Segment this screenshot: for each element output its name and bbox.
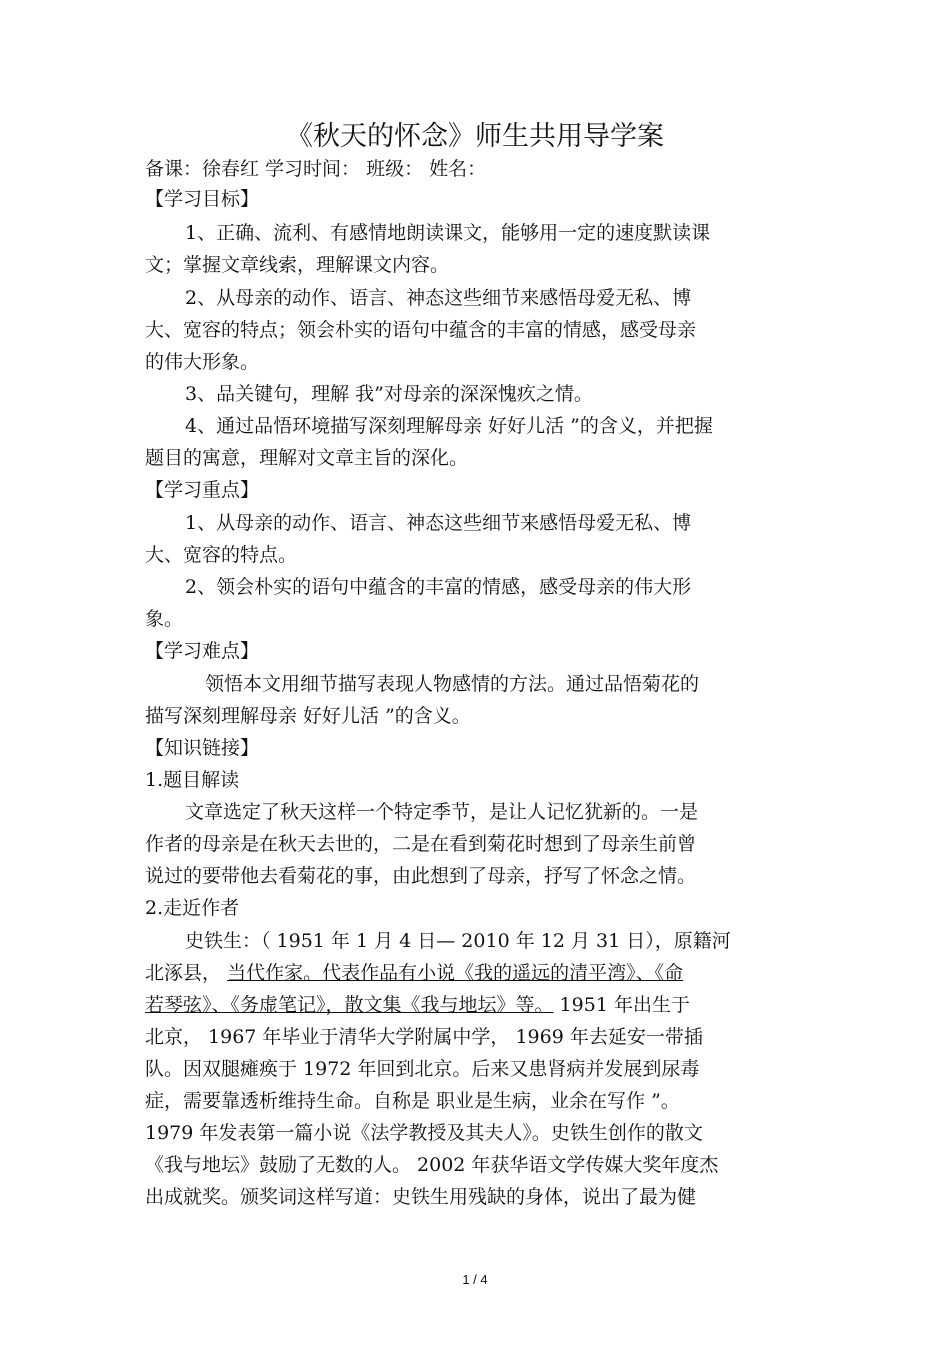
header-info-line: 备课：徐春红 学习时间： 班级： 姓名： bbox=[145, 158, 487, 180]
sub2-heading: 2.走近作者 bbox=[145, 897, 240, 919]
sub2-line-7: 1979 年发表第一篇小说《法学教授及其夫人》。史铁生创作的散文 bbox=[145, 1122, 703, 1144]
difficulty-line-1: 领悟本文用细节描写表现人物感情的方法。通过品悟菊花的 bbox=[205, 673, 700, 695]
keypoints-heading: 【学习重点】 bbox=[145, 479, 260, 501]
sub2-line-3-b: 1951 年出生于 bbox=[553, 994, 690, 1016]
keypoint-2-line-2: 象。 bbox=[145, 608, 184, 630]
objective-2-line-1: 2、从母亲的动作、语言、神态这些细节来感悟母爱无私、博 bbox=[185, 287, 692, 309]
sub2-line-8: 《我与地坛》鼓励了无数的人。 2002 年获华语文学传媒大奖年度杰 bbox=[145, 1154, 719, 1176]
sub2-line-3 bbox=[145, 993, 690, 1017]
sub2-line-4: 北京， 1967 年毕业于清华大学附属中学， 1969 年去延安一带插 bbox=[145, 1026, 703, 1048]
knowledge-heading: 【知识链接】 bbox=[145, 737, 260, 759]
objective-1-line-2: 文；掌握文章线索，理解课文内容。 bbox=[145, 254, 450, 276]
sub2-line-2-a: 北涿县， bbox=[145, 962, 222, 984]
sub2-line-3-a-underlined: 若琴弦》、《务虚笔记》，散文集《我与地坛》等。 bbox=[145, 994, 554, 1016]
sub2-line-1: 史铁生：（ 1951 年 1 月 4 日— 2010 年 12 月 31 日），原籍河 bbox=[185, 930, 731, 952]
sub2-line-2-b-underlined: 当代作家。代表作品有小说《我的遥远的清平湾》、《命 bbox=[227, 962, 684, 984]
sub1-line-3: 说过的要带他去看菊花的事，由此想到了母亲，抒写了怀念之情。 bbox=[145, 865, 697, 887]
keypoint-1-line-2: 大、宽容的特点。 bbox=[145, 544, 298, 566]
objective-4-line-1: 4、通过品悟环境描写深刻理解母亲 好好儿活 ”的含义，并把握 bbox=[185, 415, 713, 437]
objective-2-line-3: 的伟大形象。 bbox=[145, 351, 260, 373]
document-title: 《秋天的怀念》师生共用导学案 bbox=[286, 121, 664, 152]
objective-4-line-2: 题目的寓意，理解对文章主旨的深化。 bbox=[145, 447, 469, 469]
keypoint-1-line-1: 1、从母亲的动作、语言、神态这些细节来感悟母爱无私、博 bbox=[185, 512, 692, 534]
sub1-line-2: 作者的母亲是在秋天去世的，二是在看到菊花时想到了母亲生前曾 bbox=[145, 833, 697, 855]
sub2-line-5: 队。因双腿瘫痪于 1972 年回到北京。后来又患肾病并发展到尿毒 bbox=[145, 1058, 700, 1080]
sub1-line-1: 文章选定了秋天这样一个特定季节，是让人记忆犹新的。一是 bbox=[185, 801, 699, 823]
sub1-heading: 1.题目解读 bbox=[145, 769, 240, 791]
difficulty-line-2: 描写深刻理解母亲 好好儿活 ”的含义。 bbox=[145, 705, 471, 727]
objectives-heading: 【学习目标】 bbox=[145, 188, 260, 210]
difficulty-heading: 【学习难点】 bbox=[145, 640, 260, 662]
sub2-line-9: 出成就奖。颁奖词这样写道：史铁生用残缺的身体，说出了最为健 bbox=[145, 1186, 697, 1208]
objective-3-line-1: 3、品关键句，理解 我”对母亲的深深愧疚之情。 bbox=[185, 383, 593, 405]
objective-2-line-2: 大、宽容的特点；领会朴实的语句中蕴含的丰富的情感，感受母亲 bbox=[145, 319, 697, 341]
keypoint-2-line-1: 2、领会朴实的语句中蕴含的丰富的情感，感受母亲的伟大形 bbox=[185, 576, 692, 598]
page-number: 1 / 4 bbox=[462, 1272, 488, 1287]
sub2-line-2 bbox=[145, 961, 683, 985]
sub2-line-6: 症，需要靠透析维持生命。自称是 职业是生病，业余在写作 ”。 bbox=[145, 1090, 680, 1112]
objective-1-line-1: 1、正确、流利、有感情地朗读课文，能够用一定的速度默读课 bbox=[185, 222, 711, 244]
